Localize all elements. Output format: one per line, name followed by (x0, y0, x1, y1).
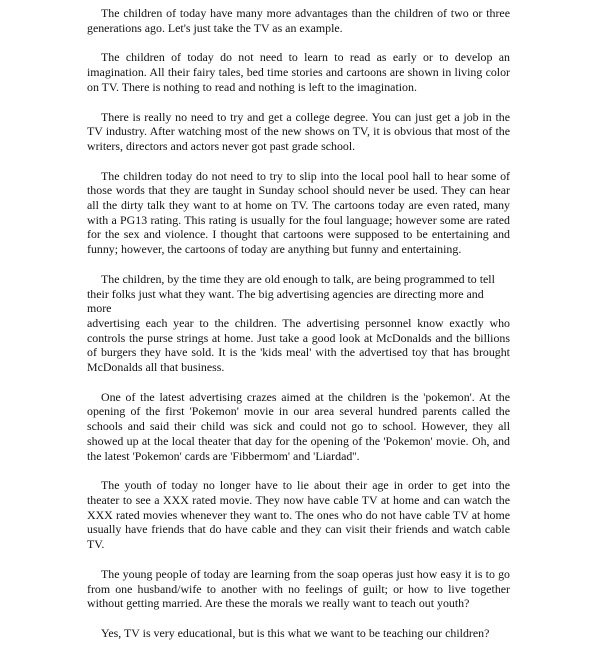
paragraph-9: Yes, TV is very educational, but is this what we want to be teaching our children? (101, 625, 490, 640)
paragraph-1: The children of today have many more advantages than the children of two or three generations ago. Let's just take the TV as an example. (87, 6, 510, 35)
paragraph-5-part-1: The children, by the time they are old enough to talk, are being programmed to tell their folks just what they want. The big advertising agencies are directing more and more (87, 271, 495, 316)
paragraph-4: The children today do not need to try to slip into the local pool hall to hear some of those words that they are taught in Sunday school should never be used. They can hear all the dirty talk they want to at home on TV. The cartoons today are even rated, many with a PG13 rating. This rating is usually for the foul language; however some are rated for the sex and violence. I thought that cartoons were supposed to be entertaining and funny; however, the cartoons of today are anything but funny and entertaining. (87, 168, 510, 257)
paragraph-7: The youth of today no longer have to lie about their age in order to get into the theater to see a XXX rated movie. They now have cable TV at home and can watch the XXX rated movies whenever they want to. The ones who do not have cable TV at home usually have friends that do have cable and they can visit their friends and watch cable TV. (87, 478, 510, 552)
paragraph-3: There is really no need to try and get a college degree. You can just get a job in the TV industry. After watching most of the new shows on TV, it is obvious that most of the writers, directors and actors never got past grade school. (87, 109, 510, 153)
paragraph-2: The children of today do not need to learn to read as early or to develop an imagination. All their fairy tales, bed time stories and cartoons are shown in living color on TV. There is nothing to read and nothing is left to the imagination. (87, 50, 510, 94)
paragraph-8: The young people of today are learning from the soap operas just how easy it is to go from one husband/wife to another with no feelings of guilt; or how to live together without getting married. Are these the morals we really want to teach out youth? (87, 566, 510, 611)
document-body (87, 6, 510, 656)
paragraph-6: One of the latest advertising crazes aimed at the children is the 'pokemon'. At the opening of the first 'Pokemon' movie in our area several hundred parents called the schools and said their child was sick and could not go to school. However, they all showed up at the local theater that day for the opening of the 'Pokemon' movie. Oh, and the latest 'Pokemon' cards are 'Fibbermom' and 'Liardad''. (87, 389, 510, 463)
paragraph-5-part-2: advertising each year to the children. The advertising personnel know exactly who controls the purse strings at home. Just take a good look at McDonalds and the billions of burgers they have sold. It is the 'kids meal' with the advertised toy that has brought McDonalds all that business. (87, 315, 510, 375)
